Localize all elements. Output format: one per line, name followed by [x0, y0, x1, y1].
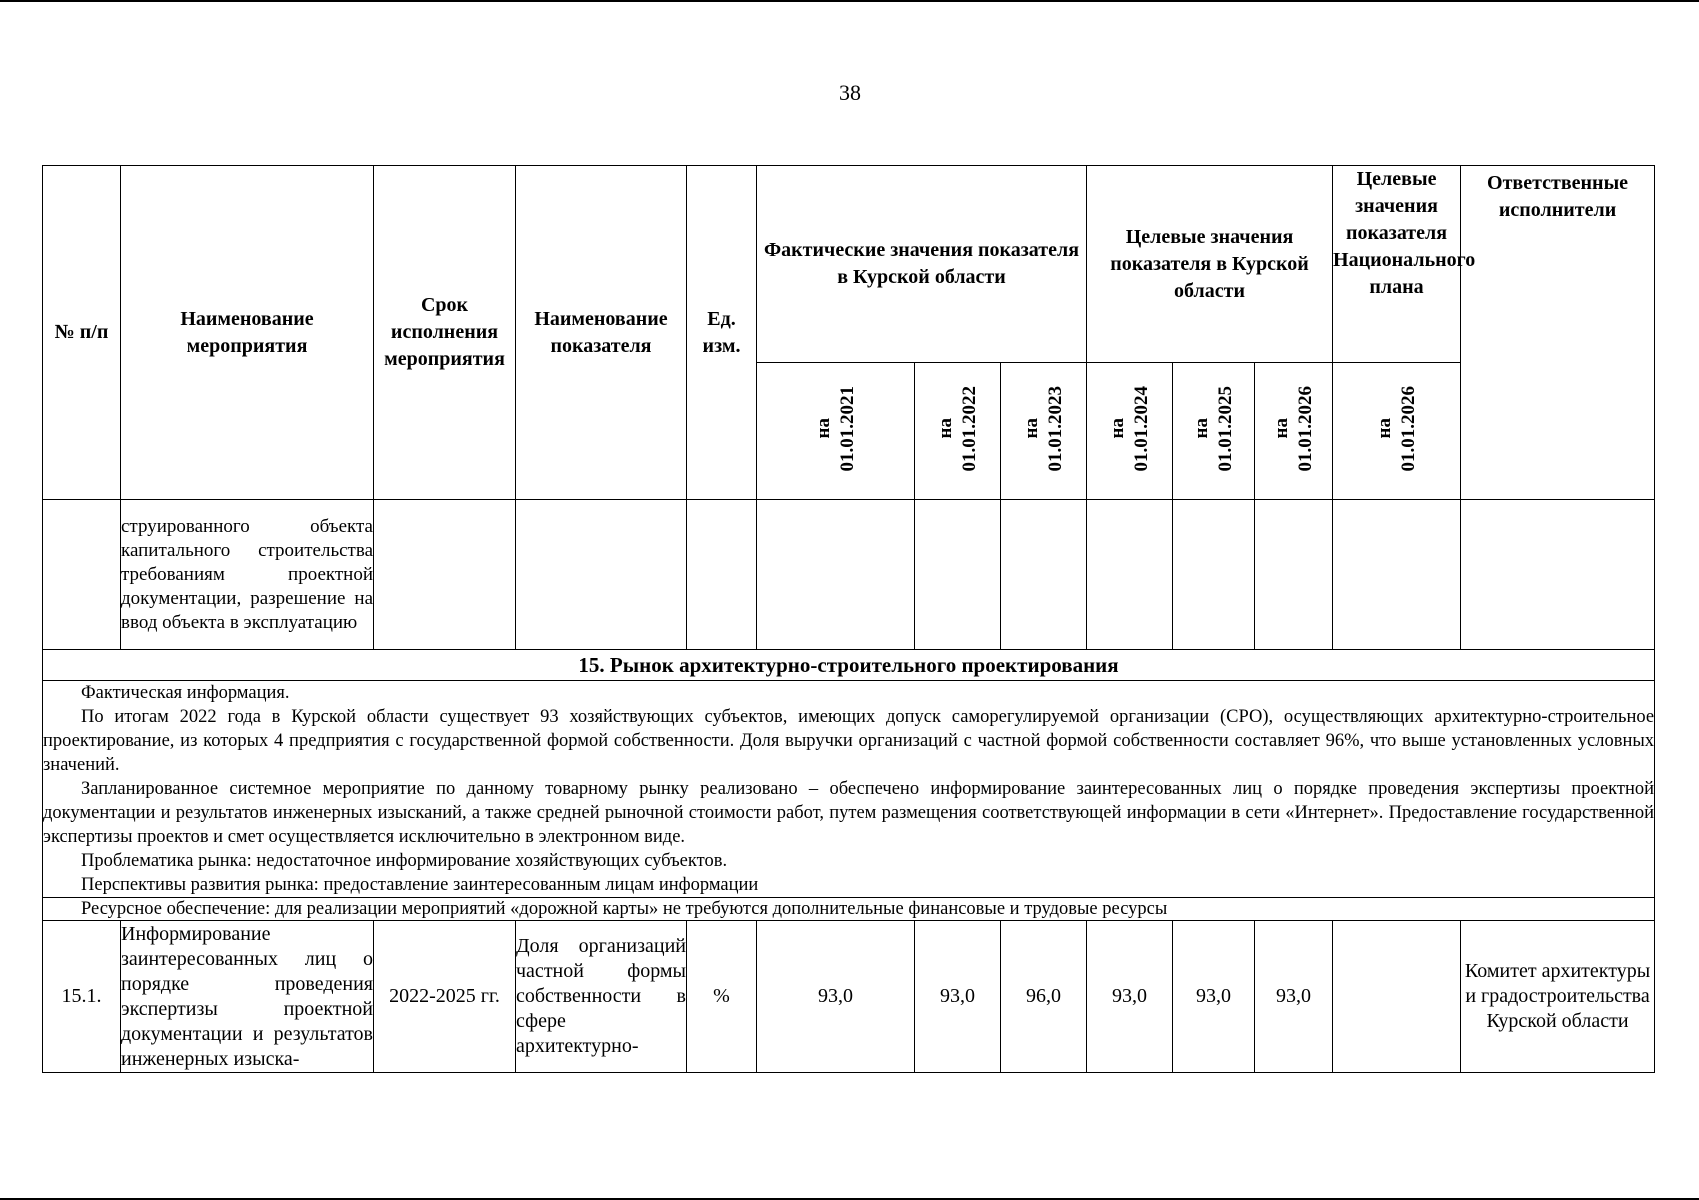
info-line: По итогам 2022 года в Курской области существует 93 хозяйствующих субъектов, имеющих допуск саморегулируемой организации (СРО), осуществляющих архитектурно-строительное проектирование, из которых 4 предприятия с государственной формой собственности. Доля выручки организаций с частной формой собственности составляет 96%, что выше установленных условных значений.: [43, 707, 1655, 775]
row-value-2026: 93,0: [1255, 921, 1333, 1073]
header-date-2024: на 01.01.2024: [1106, 385, 1152, 472]
info-line: Запланированное системное мероприятие по данному товарному рынку реализовано – обеспечено информирование заинтересованных лиц о порядке проведения экспертизы проектной документации и результатов инженерных изысканий, а также средней рыночной стоимости работ, путем размещения соответствующей информации в сети «Интернет». Предоставление государственной экспертизы проектов и смет осуществляется исключительно в электронном виде.: [43, 779, 1655, 847]
header-date-2022: на 01.01.2022: [934, 385, 980, 472]
row-deadline: 2022-2025 гг.: [374, 921, 516, 1073]
header-indicator-name: Наименование показателя: [516, 166, 687, 500]
info-line: Перспективы развития рынка: предоставление заинтересованным лицам информации: [81, 875, 759, 895]
info-line: Фактическая информация.: [81, 683, 290, 703]
row-responsible: Комитет архитектуры и градостроительства Курской области: [1461, 921, 1655, 1073]
page-top-edge: [0, 0, 1699, 2]
row-value-2024: 93,0: [1087, 921, 1173, 1073]
row-value-2022: 93,0: [915, 921, 1001, 1073]
row-num: 15.1.: [43, 921, 121, 1073]
header-date-2025: на 01.01.2025: [1190, 385, 1236, 472]
section-title: 15. Рынок архитектурно-строительного проектирования: [43, 650, 1655, 681]
row-value-2025: 93,0: [1173, 921, 1255, 1073]
row-indicator: Доля организаций частной формы собственности в сфере архитектурно-: [516, 921, 687, 1073]
row-event: Информирование заинтересованных лиц о порядке проведения экспертизы проектной документации и результатов инженерных изыска-: [121, 921, 374, 1073]
header-date-2026: на 01.01.2026: [1270, 385, 1316, 472]
row-value-2023: 96,0: [1001, 921, 1087, 1073]
section-resources: Ресурсное обеспечение: для реализации мероприятий «дорожной карты» не требуются дополнительные финансовые и трудовые ресурсы: [43, 898, 1655, 921]
table-row: [43, 921, 1655, 1073]
row-value-national: [1333, 921, 1461, 1073]
header-deadline: Срок исполнения мероприятия: [374, 166, 516, 500]
page-number: 38: [839, 80, 861, 105]
section-info: [43, 681, 1655, 898]
header-target-group: Целевые значения показателя в Курской области: [1087, 166, 1333, 363]
header-num: № п/п: [43, 166, 121, 500]
header-event-name: Наименование мероприятия: [121, 166, 374, 500]
row-unit: %: [687, 921, 757, 1073]
header-date-2021: на 01.01.2021: [812, 385, 858, 472]
row-value-2021: 93,0: [757, 921, 915, 1073]
roadmap-table: [42, 165, 1655, 1073]
header-national-group: Целевые значения показателя Национального плана: [1333, 166, 1461, 363]
header-unit: Ед. изм.: [687, 166, 757, 500]
continuation-text: струированного объекта капитального строительства требованиям проектной документации, разрешение на ввод объекта в эксплуатацию: [121, 500, 374, 650]
header-responsible: Ответственные исполнители: [1461, 166, 1655, 500]
header-actual-group: Фактические значения показателя в Курской области: [757, 166, 1087, 363]
info-line: Проблематика рынка: недостаточное информирование хозяйствующих субъектов.: [81, 851, 728, 871]
header-date-2023: на 01.01.2023: [1020, 385, 1066, 472]
continuation-row: [43, 500, 1655, 650]
header-national-date-2026: на 01.01.2026: [1373, 385, 1419, 472]
